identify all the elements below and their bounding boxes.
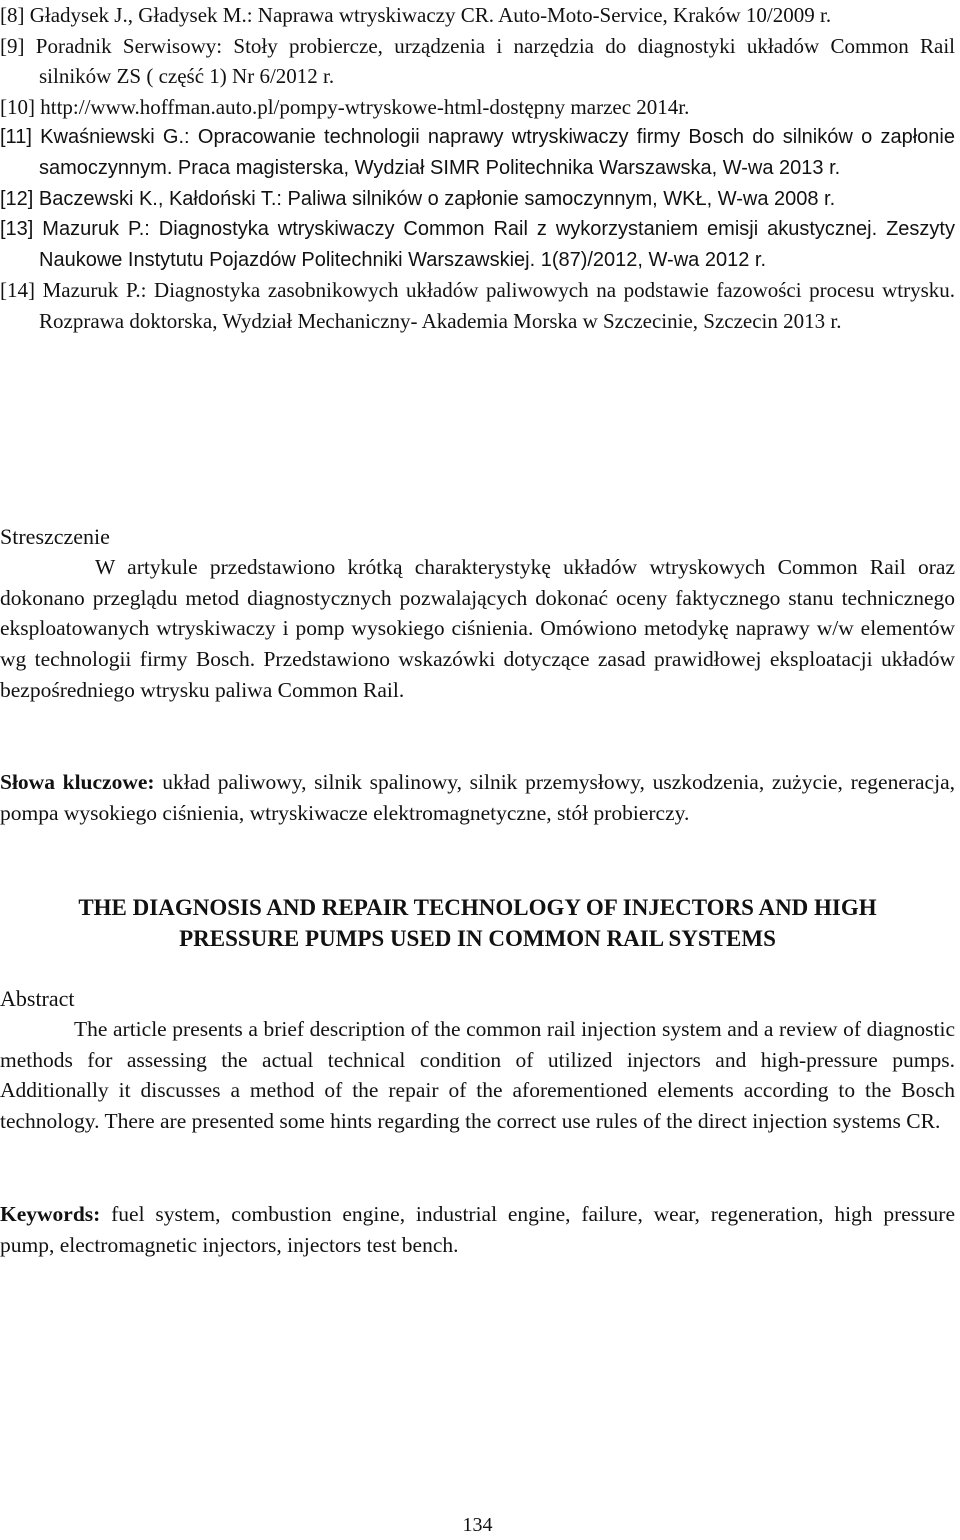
- abstract-text: The article presents a brief description of the common rail injection system and a review of diagnostic methods for assessing the actual technical condition of utilized injectors and high-pressure pumps. Additionally it discusses a method of the repair of the aforementioned elements according to the Bosch technology. There are presented some hints regarding the correct use rules of the direct injection systems CR.: [0, 1017, 955, 1134]
- streszczenie-heading: Streszczenie: [0, 524, 110, 549]
- keywords-section: [0, 1199, 955, 1260]
- abstract-heading: Abstract: [0, 986, 75, 1011]
- reference-list: [0, 0, 955, 337]
- reference-item: [10] http://www.hoffman.auto.pl/pompy-wtryskowe-html-dostępny marzec 2014r.: [0, 94, 690, 119]
- streszczenie-section: [0, 522, 955, 706]
- english-title-line-2: PRESSURE PUMPS USED IN COMMON RAIL SYSTEMS: [179, 926, 776, 951]
- reference-item: [11] Kwaśniewski G.: Opracowanie technologii naprawy wtryskiwaczy firmy Bosch do silników o zapłonie samoczynnym. Praca magisterska, Wydział SIMR Politechnika Warszawska, W-wa 2013 r.: [0, 126, 955, 179]
- slowa-kluczowe-label: Słowa kluczowe:: [0, 770, 155, 794]
- slowa-kluczowe-para: [0, 767, 955, 828]
- slowa-kluczowe-section: [0, 767, 955, 828]
- keywords-text: fuel system, combustion engine, industrial engine, failure, wear, regeneration, high pressure pump, electromagnetic injectors, injectors test bench.: [0, 1202, 955, 1257]
- keywords-para: [0, 1199, 955, 1260]
- reference-item: [12] Baczewski K., Kałdoński T.: Paliwa silników o zapłonie samoczynnym, WKŁ, W-wa 2008 r.: [0, 187, 836, 210]
- abstract-section: [0, 984, 955, 1137]
- page-number: 134: [462, 1514, 493, 1536]
- reference-item: [14] Mazuruk P.: Diagnostyka zasobnikowych układów paliwowych na podstawie fazowości procesu wtrysku. Rozprawa doktorska, Wydział Mechaniczny- Akademia Morska w Szczecinie, Szczecin 2013 r.: [0, 278, 955, 333]
- reference-item: [9] Poradnik Serwisowy: Stoły probiercze, urządzenia i narzędzia do diagnostyki układów Common Rail silników ZS ( część 1) Nr 6/2012 r.: [0, 33, 955, 89]
- streszczenie-text: W artykule przedstawiono krótką charakterystykę układów wtryskowych Common Rail oraz dokonano przeglądu metod diagnostycznych pozwalających dokonać oceny faktycznego stanu technicznego eksploatowanych wtryskiwaczy i pomp wysokiego ciśnienia. Omówiono metodykę naprawy w/w elementów wg technologii firmy Bosch. Przedstawiono wskazówki dotyczące zasad prawidłowej eksploatacji układów bezpośredniego wtrysku paliwa Common Rail.: [0, 555, 955, 702]
- reference-item: [8] Gładysek J., Gładysek M.: Naprawa wtryskiwaczy CR. Auto-Moto-Service, Kraków 10/2009 r.: [0, 3, 832, 27]
- abstract-body: [0, 1014, 955, 1137]
- slowa-kluczowe-text: układ paliwowy, silnik spalinowy, silnik przemysłowy, uszkodzenia, zużycie, regeneracja, pompa wysokiego ciśnienia, wtryskiwacze elektromagnetyczne, stół probierczy.: [0, 770, 955, 825]
- streszczenie-body: [0, 552, 955, 706]
- english-title-line-1: THE DIAGNOSIS AND REPAIR TECHNOLOGY OF INJECTORS AND HIGH: [78, 895, 877, 920]
- reference-item: [13] Mazuruk P.: Diagnostyka wtryskiwaczy Common Rail z wykorzystaniem emisji akustycznej. Zeszyty Naukowe Instytutu Pojazdów Politechniki Warszawskiej. 1(87)/2012, W-wa 2012 r.: [0, 218, 955, 271]
- keywords-label: Keywords:: [0, 1202, 101, 1226]
- english-title: [0, 892, 955, 954]
